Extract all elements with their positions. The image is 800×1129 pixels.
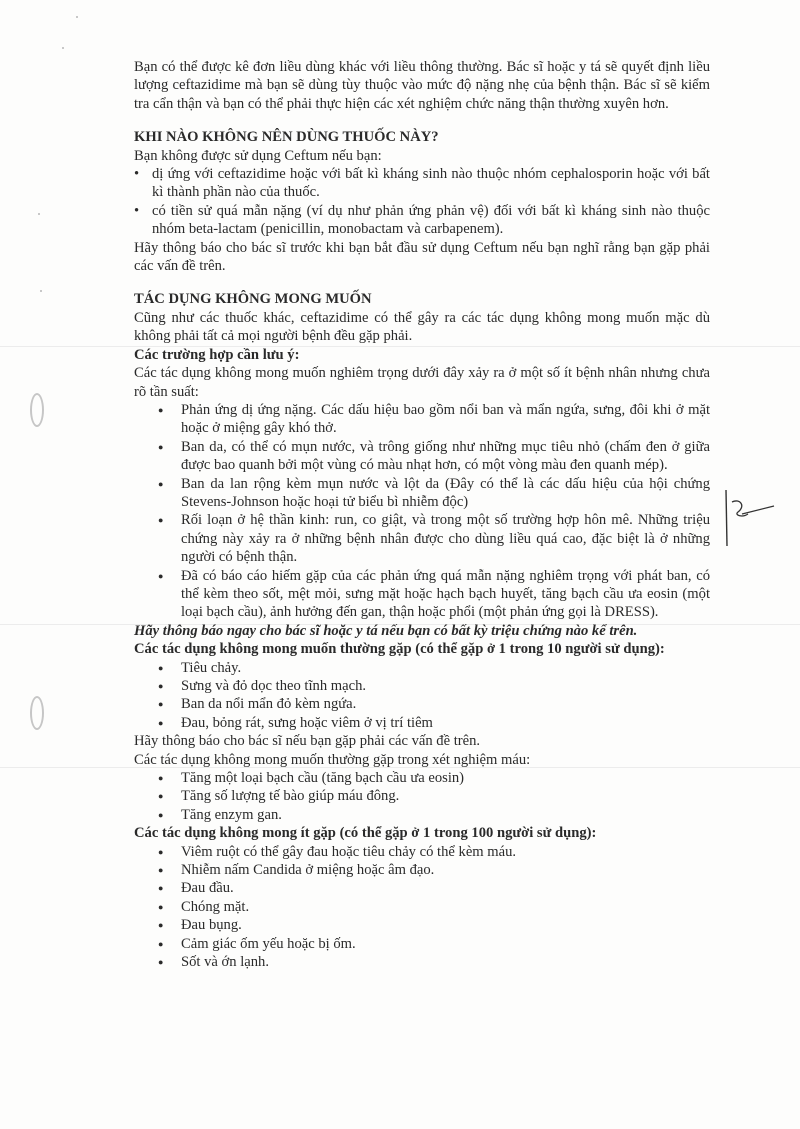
- list-item: ● Tăng một loại bạch cầu (tăng bạch cầu ưa eosin): [134, 769, 710, 787]
- common-effects-heading: Các tác dụng không mong muốn thường gặp (có thể gặp ở 1 trong 10 người sử dụng):: [134, 641, 665, 658]
- caution-lead: Các tác dụng không mong muốn nghiêm trọng dưới đây xảy ra ở một số ít bệnh nhân nhưng chưa rõ tần suất:: [134, 365, 710, 400]
- contraindications-heading: KHI NÀO KHÔNG NÊN DÙNG THUỐC NÀY?: [134, 129, 439, 146]
- list-item: ● Chóng mặt.: [134, 898, 710, 916]
- common-effects-note: Hãy thông báo cho bác sĩ nếu bạn gặp phải các vấn đề trên.: [134, 733, 481, 750]
- list-item: ● Rối loạn ở hệ thần kinh: run, co giật, và trong một số trường hợp hôn mê. Những triệu chứng này xảy ra ở những bệnh nhân được cho dùng liều quá cao, đặc biệt là ở những người có bệnh thận.: [134, 511, 710, 566]
- contraindications-note: Hãy thông báo cho bác sĩ trước khi bạn bắt đầu sử dụng Ceftum nếu bạn nghĩ rằng bạn gặp phải các vấn đề trên.: [134, 239, 710, 275]
- uncommon-effects-heading: Các tác dụng không mong ít gặp (có thể gặp ở 1 trong 100 người sử dụng):: [134, 825, 597, 842]
- list-item: ● Tiêu chảy.: [134, 659, 710, 677]
- caution-heading: Các trường hợp cần lưu ý:: [134, 346, 300, 363]
- common-effects-list: [134, 659, 710, 733]
- list-item: ● Nhiễm nấm Candida ở miệng hoặc âm đạo.: [134, 861, 710, 879]
- adverse-effects-intro: Cũng như các thuốc khác, ceftazidime có thể gây ra các tác dụng không mong muốn mặc dù không phải tất cả mọi người bệnh đều gặp phải.: [134, 309, 710, 345]
- list-item: ● Viêm ruột có thể gây đau hoặc tiêu chảy có thể kèm máu.: [134, 843, 710, 861]
- list-item: ● Sưng và đỏ dọc theo tĩnh mạch.: [134, 677, 710, 695]
- uncommon-effects-list: [134, 843, 710, 972]
- list-item: ● Sốt và ớn lạnh.: [134, 953, 710, 971]
- contraindications-list: [134, 165, 710, 239]
- scan-speck: [40, 290, 42, 292]
- scan-speck: [76, 16, 78, 18]
- list-item: ● Đau đầu.: [134, 879, 710, 897]
- list-item: ● Phản ứng dị ứng nặng. Các dấu hiệu bao gồm nổi ban và mẩn ngứa, sưng, đôi khi ở mặt hoặc ở miệng gây khó thở.: [134, 401, 710, 438]
- list-item: • có tiền sử quá mẫn nặng (ví dụ như phản ứng phản vệ) đối với bất kì kháng sinh nào thuộc nhóm beta-lactam (penicillin, monobactam và carbapenem).: [134, 202, 710, 239]
- lab-effects-lead: Các tác dụng không mong muốn thường gặp trong xét nghiệm máu:: [134, 751, 531, 768]
- list-item: ● Cảm giác ốm yếu hoặc bị ốm.: [134, 935, 710, 953]
- urgent-notice: Hãy thông báo ngay cho bác sĩ hoặc y tá nếu bạn có bất kỳ triệu chứng nào kể trên.: [134, 622, 638, 639]
- punch-hole-mark: [30, 393, 44, 427]
- scan-speck: [62, 47, 64, 49]
- contraindications-lead: Bạn không được sử dụng Ceftum nếu bạn:: [134, 147, 382, 164]
- list-item: ● Đau bụng.: [134, 916, 710, 934]
- list-item: ● Đau, bỏng rát, sưng hoặc viêm ở vị trí tiêm: [134, 714, 710, 732]
- list-item: ● Ban da, có thể có mụn nước, và trông giống như những mục tiêu nhỏ (chấm đen ở giữa được bao quanh bởi một vùng có màu nhạt hơn, có một vòng màu đen quanh mép).: [134, 438, 710, 475]
- list-item: • dị ứng với ceftazidime hoặc với bất kì kháng sinh nào thuộc nhóm cephalosporin hoặc với bất kì thành phần nào của thuốc.: [134, 165, 710, 202]
- lab-effects-list: [134, 769, 710, 824]
- intro-paragraph: Bạn có thể được kê đơn liều dùng khác với liều thông thường. Bác sĩ hoặc y tá sẽ quyết định liều lượng ceftazidime mà bạn sẽ dùng tùy thuộc vào mức độ nặng nhẹ của bệnh thận. Bác sĩ sẽ kiểm tra cẩn thận và bạn có thể phải thực hiện các xét nghiệm chức năng thận thường xuyên hơn.: [134, 59, 710, 112]
- adverse-effects-heading: TÁC DỤNG KHÔNG MONG MUỐN: [134, 291, 372, 308]
- serious-effects-list: [134, 401, 710, 622]
- list-item: ● Tăng số lượng tế bào giúp máu đông.: [134, 787, 710, 805]
- list-item: ● Tăng enzym gan.: [134, 806, 710, 824]
- punch-hole-mark: [30, 696, 44, 730]
- list-item: ● Ban da lan rộng kèm mụn nước và lột da (Đây có thể là các dấu hiệu của hội chứng Stevens-Johnson hoặc hoại tử biểu bì nhiễm độc): [134, 475, 710, 512]
- handwritten-mark: [718, 488, 778, 558]
- list-item: ● Đã có báo cáo hiếm gặp của các phản ứng quá mẫn nặng nghiêm trọng với phát ban, có thể kèm theo sốt, mệt mỏi, sưng mặt hoặc hạch bạch huyết, tăng bạch cầu ưa eosin (một loại bạch cầu), ảnh hưởng đến gan, thận hoặc phổi (một phản ứng gọi là DRESS).: [134, 567, 710, 622]
- scan-speck: [38, 213, 40, 215]
- list-item: ● Ban da nổi mẩn đỏ kèm ngứa.: [134, 695, 710, 713]
- document-body: [134, 58, 710, 972]
